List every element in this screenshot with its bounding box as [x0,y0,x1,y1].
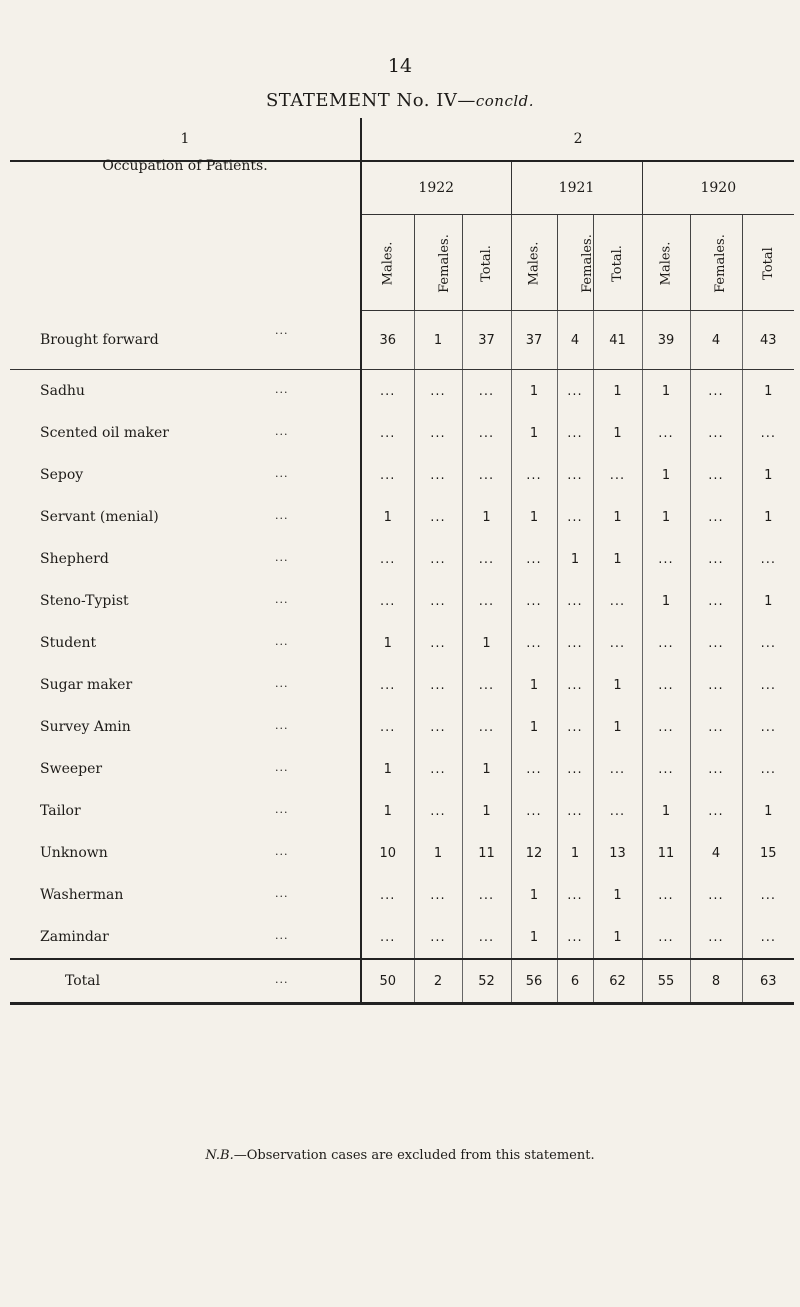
value-cell: 1 [361,790,414,832]
value-cell: ... [593,454,642,496]
value-cell: ... [414,874,462,916]
value-cell: ... [361,916,414,959]
value-cell: 11 [462,832,511,874]
value-cell: 1 [462,790,511,832]
value-cell: ... [361,538,414,580]
leader-dots: ... [275,383,289,396]
leader-dots: ... [275,973,289,986]
occupation-cell [10,311,361,370]
value-cell: 10 [361,832,414,874]
leader-dots: ... [275,635,289,648]
value-cell: ... [742,706,794,748]
value-cell: ... [557,874,593,916]
sub-header-label: Females. [712,233,728,293]
sub-header-label: Males. [380,241,396,285]
value-cell: 1 [593,496,642,538]
occupation-cell [10,748,361,790]
value-cell: ... [414,454,462,496]
value-cell: 1 [593,538,642,580]
value-cell: ... [414,916,462,959]
value-cell: ... [414,622,462,664]
occupation-label: Sadhu [40,383,85,399]
value-cell: ... [361,412,414,454]
value-cell: 1 [462,496,511,538]
sub-header-label: Total. [478,244,494,282]
statement-table [10,118,794,1005]
sub-header-total-1920 [742,215,794,311]
value-cell: ... [414,748,462,790]
value-cell: ... [361,664,414,706]
value-cell: 6 [557,959,593,1004]
value-cell: 13 [593,832,642,874]
value-cell: 1 [742,790,794,832]
value-cell: 1 [593,412,642,454]
occupation-header-cell [10,158,361,311]
table-row [10,496,794,538]
value-cell: ... [361,874,414,916]
value-cell: ... [361,580,414,622]
occupation-cell [10,706,361,748]
value-cell: 1 [642,454,690,496]
value-cell: ... [742,916,794,959]
sub-header-males-1921 [511,215,557,311]
occupation-cell [10,454,361,496]
sub-header-label: Total [760,246,776,280]
sub-header-label: Males. [526,241,542,285]
value-cell: ... [511,580,557,622]
occupation-label: Scented oil maker [40,425,169,441]
occupation-label: Unknown [40,845,108,861]
value-cell: ... [742,622,794,664]
occupation-cell [10,664,361,706]
table-row [10,916,794,959]
value-cell: ... [557,748,593,790]
value-cell: ... [742,664,794,706]
value-cell: ... [690,496,742,538]
leader-dots: ... [275,719,289,732]
value-cell: ... [742,874,794,916]
leader-dots: ... [275,761,289,774]
value-cell: ... [557,454,593,496]
value-cell: 1 [414,832,462,874]
value-cell: 4 [690,832,742,874]
value-cell: ... [462,538,511,580]
leader-dots: ... [275,425,289,438]
leader-dots: ... [275,593,289,606]
column-number-1: 1 [10,118,361,161]
table-row [10,311,794,370]
value-cell: ... [511,538,557,580]
table-row [10,790,794,832]
value-cell: 1 [593,664,642,706]
value-cell: ... [642,748,690,790]
year-1920: 1920 [642,161,794,215]
occupation-label: Washerman [40,887,124,903]
value-cell: ... [414,496,462,538]
sub-header-males-1920 [642,215,690,311]
value-cell: 1 [642,496,690,538]
value-cell: 2 [414,959,462,1004]
value-cell: ... [557,580,593,622]
value-cell: ... [690,874,742,916]
occupation-label: Total [65,973,101,989]
value-cell: 15 [742,832,794,874]
value-cell: 1 [414,311,462,370]
value-cell: ... [642,916,690,959]
value-cell: 1 [642,790,690,832]
occupation-label: Tailor [40,803,81,819]
table-row [10,706,794,748]
occupation-cell [10,874,361,916]
statement-title [0,90,800,111]
value-cell: 41 [593,311,642,370]
value-cell: 63 [742,959,794,1004]
value-cell: ... [511,622,557,664]
value-cell: ... [511,454,557,496]
value-cell: 1 [742,580,794,622]
value-cell: ... [462,874,511,916]
value-cell: ... [557,790,593,832]
value-cell: 1 [361,496,414,538]
occupation-label: Brought forward [40,331,159,348]
table-row [10,580,794,622]
value-cell: ... [690,454,742,496]
sub-header-label: Total. [609,244,625,282]
value-cell: ... [462,412,511,454]
occupation-cell [10,496,361,538]
occupation-cell [10,370,361,413]
value-cell: 1 [742,454,794,496]
value-cell: 1 [593,706,642,748]
value-cell: 1 [511,412,557,454]
value-cell: ... [690,580,742,622]
value-cell: 11 [642,832,690,874]
column-number-row [10,118,794,161]
value-cell: 1 [557,538,593,580]
value-cell: ... [690,748,742,790]
leader-dots: ... [275,509,289,522]
leader-dots: ... [275,929,289,942]
value-cell: ... [557,622,593,664]
value-cell: 4 [557,311,593,370]
page-number: 14 [387,55,413,77]
value-cell: ... [642,538,690,580]
occupation-cell [10,832,361,874]
occupation-cell [10,412,361,454]
leader-dots: ... [275,845,289,858]
value-cell: ... [511,790,557,832]
value-cell: 1 [593,370,642,413]
value-cell: ... [361,706,414,748]
value-cell: 43 [742,311,794,370]
value-cell: ... [742,748,794,790]
table-row [10,874,794,916]
footnote-text: —Observation cases are excluded from this statement. [233,1148,595,1163]
value-cell: 1 [462,748,511,790]
occupation-label: Sweeper [40,761,103,777]
value-cell: ... [361,454,414,496]
column-number-2: 2 [361,118,794,161]
value-cell: ... [557,664,593,706]
total-row [10,959,794,1004]
value-cell: ... [593,622,642,664]
value-cell: ... [642,874,690,916]
value-cell: 1 [361,622,414,664]
value-cell: ... [462,580,511,622]
leader-dots: ... [275,467,289,480]
occupation-label: Sepoy [40,467,84,483]
sub-header-label: Males. [658,241,674,285]
sub-header-females-1920 [690,215,742,311]
statement-title-suffix: concld. [475,92,535,110]
value-cell: 1 [511,916,557,959]
occupation-cell [10,790,361,832]
value-cell: 12 [511,832,557,874]
value-cell: ... [462,664,511,706]
value-cell: ... [414,790,462,832]
value-cell: 1 [593,916,642,959]
value-cell: 1 [511,370,557,413]
table-row [10,664,794,706]
value-cell: 55 [642,959,690,1004]
value-cell: ... [414,412,462,454]
value-cell: ... [557,496,593,538]
value-cell: ... [742,412,794,454]
value-cell: 1 [742,370,794,413]
occupation-label: Servant (menial) [40,509,159,525]
value-cell: 37 [511,311,557,370]
value-cell: ... [557,706,593,748]
value-cell: 4 [690,311,742,370]
table-row [10,748,794,790]
value-cell: ... [414,706,462,748]
value-cell: 56 [511,959,557,1004]
value-cell: ... [462,454,511,496]
occupation-label: Survey Amin [40,719,131,735]
occupation-header: Occupation of Patients. [102,158,268,175]
value-cell: 1 [642,370,690,413]
occupation-label: Sugar maker [40,677,133,693]
sub-header-label: Females. [436,233,452,293]
value-cell: ... [414,370,462,413]
value-cell: ... [414,538,462,580]
statement-table-container [10,118,794,1005]
value-cell: ... [642,622,690,664]
table-row [10,832,794,874]
table-row [10,370,794,413]
value-cell: ... [557,370,593,413]
year-row [10,161,794,215]
value-cell: 37 [462,311,511,370]
value-cell: ... [557,916,593,959]
value-cell: ... [690,706,742,748]
sub-header-label: Females. [579,233,595,293]
value-cell: ... [690,370,742,413]
value-cell: 1 [462,622,511,664]
value-cell: ... [462,370,511,413]
value-cell: ... [742,538,794,580]
value-cell: 52 [462,959,511,1004]
value-cell: 62 [593,959,642,1004]
value-cell: 8 [690,959,742,1004]
occupation-cell [10,538,361,580]
occupation-cell [10,916,361,959]
leader-dots: ... [275,887,289,900]
value-cell: 1 [511,496,557,538]
leader-dots: ... [275,677,289,690]
table-row [10,454,794,496]
value-cell: 1 [361,748,414,790]
leader-dots: ... [275,323,289,337]
value-cell: 50 [361,959,414,1004]
value-cell: ... [511,748,557,790]
occupation-label: Shepherd [40,551,109,567]
value-cell: 1 [511,664,557,706]
value-cell: 1 [642,580,690,622]
table-row [10,412,794,454]
value-cell: ... [642,706,690,748]
value-cell: ... [642,412,690,454]
value-cell: ... [361,370,414,413]
table-row [10,538,794,580]
statement-title-main: STATEMENT No. IV— [265,90,476,111]
total-label [10,959,361,1004]
table-row [10,622,794,664]
value-cell: 36 [361,311,414,370]
value-cell: ... [690,916,742,959]
value-cell: ... [690,790,742,832]
occupation-cell [10,622,361,664]
value-cell: 1 [511,874,557,916]
sub-header-females-1921 [557,215,593,311]
value-cell: ... [690,622,742,664]
value-cell: ... [593,748,642,790]
value-cell: ... [593,790,642,832]
occupation-label: Steno-Typist [40,593,129,609]
value-cell: ... [414,580,462,622]
value-cell: 39 [642,311,690,370]
value-cell: ... [462,916,511,959]
sub-header-total-1921 [593,215,642,311]
value-cell: 1 [593,874,642,916]
value-cell: ... [642,664,690,706]
sub-header-females-1922 [414,215,462,311]
value-cell: ... [690,412,742,454]
footnote-nb: N.B. [205,1148,234,1163]
footnote [0,1148,800,1163]
sub-header-total-1922 [462,215,511,311]
value-cell: ... [462,706,511,748]
leader-dots: ... [275,551,289,564]
occupation-label: Student [40,635,97,651]
value-cell: 1 [557,832,593,874]
occupation-label: Zamindar [40,929,109,945]
leader-dots: ... [275,803,289,816]
value-cell: ... [593,580,642,622]
occupation-cell [10,580,361,622]
sub-header-males-1922 [361,215,414,311]
value-cell: ... [690,538,742,580]
year-1921: 1921 [511,161,642,215]
value-cell: ... [414,664,462,706]
value-cell: ... [557,412,593,454]
value-cell: 1 [742,496,794,538]
value-cell: ... [690,664,742,706]
value-cell: 1 [511,706,557,748]
year-1922: 1922 [361,161,511,215]
